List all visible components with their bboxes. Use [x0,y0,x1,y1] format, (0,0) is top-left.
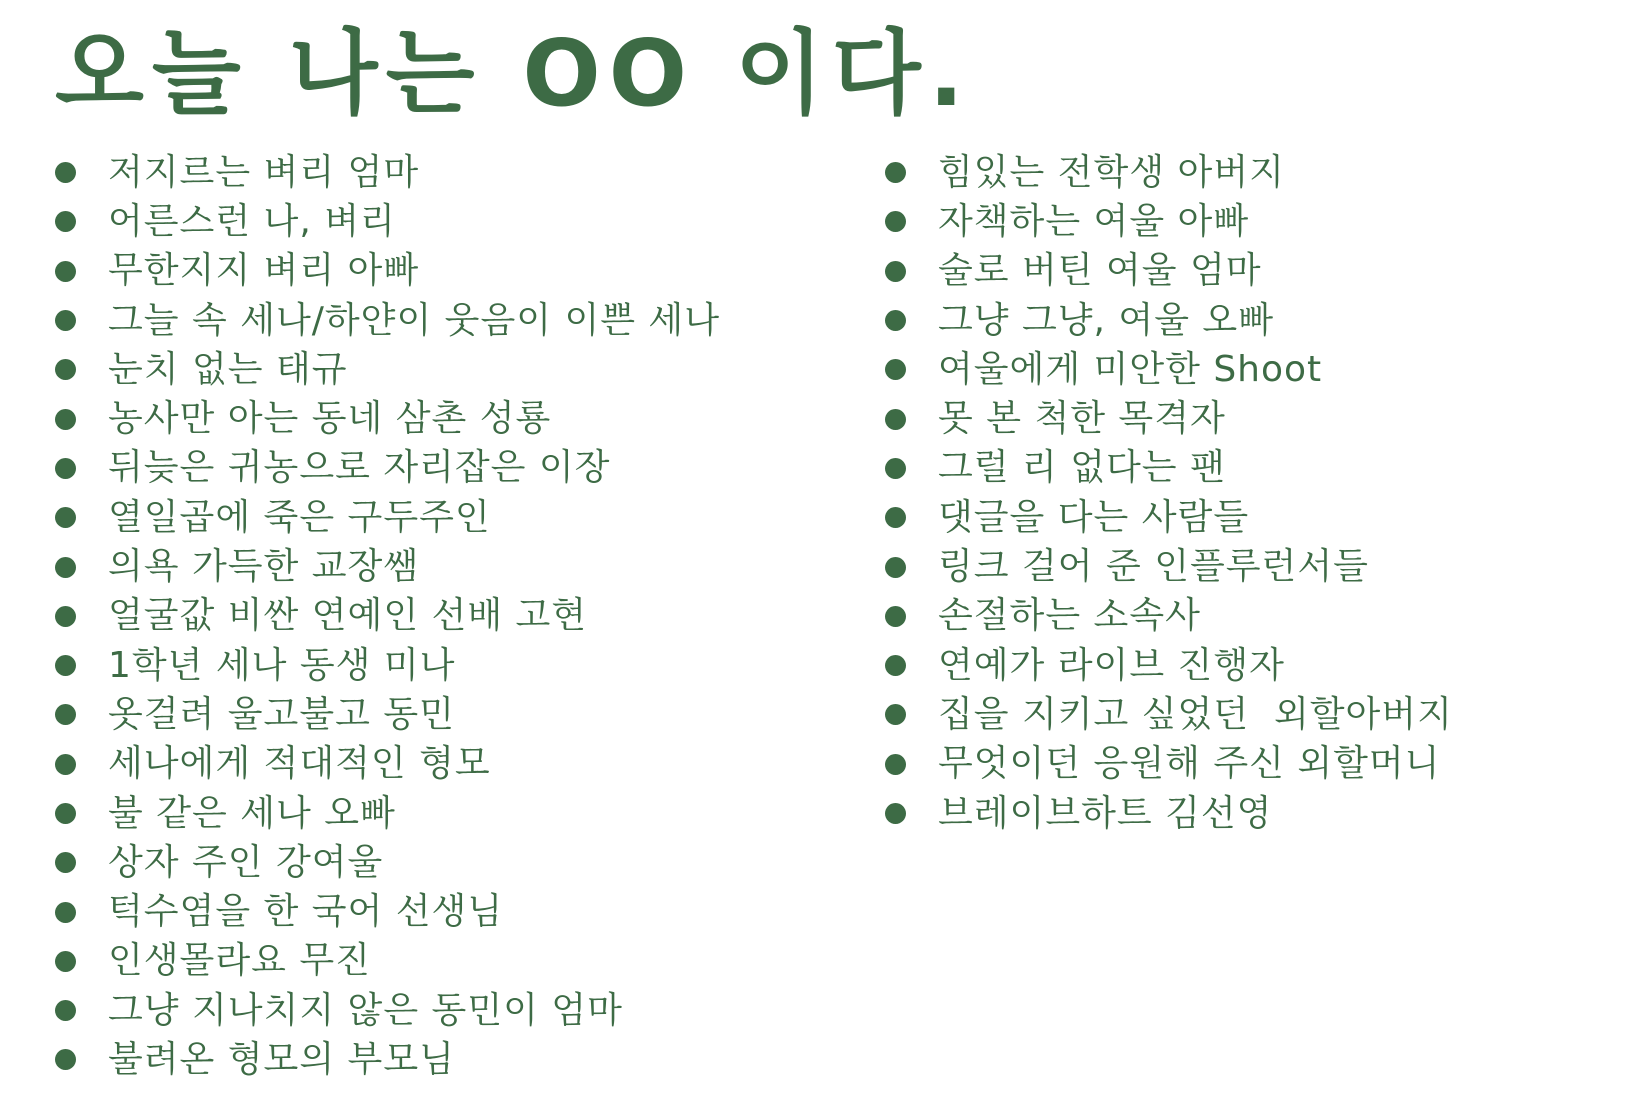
bullet-icon [885,458,906,479]
bullet-icon [55,754,76,775]
bullet-icon [885,310,906,331]
list-item [55,542,815,591]
left-list [55,148,815,1085]
list-item-label: 옷걸려 울고불고 동민 [108,693,455,735]
list-item [55,444,815,493]
bullet-icon [55,951,76,972]
right-list [885,148,1605,838]
list-item-label: 상자 주인 강여울 [108,841,384,883]
bullet-icon [885,557,906,578]
list-item [55,986,815,1035]
list-item [885,641,1605,690]
list-item [885,444,1605,493]
list-item [55,838,815,887]
bullet-icon [55,606,76,627]
list-item [885,345,1605,394]
bullet-icon [55,852,76,873]
list-item [55,740,815,789]
list-item-label: 링크 걸어 준 인플루런서들 [938,546,1369,588]
bullet-icon [885,409,906,430]
list-item [55,493,815,542]
bullet-icon [55,1000,76,1021]
list-item [885,740,1605,789]
list-item-label: 못 본 척한 목격자 [938,398,1226,440]
list-item [885,148,1605,197]
bullet-icon [55,655,76,676]
list-item-label: 손절하는 소속사 [938,595,1201,637]
list-item-label: 자책하는 여울 아빠 [938,200,1250,242]
list-item-label: 집을 지키고 싶었던 외할아버지 [938,693,1453,735]
list-item [885,592,1605,641]
list-item [885,197,1605,246]
list-item [55,592,815,641]
list-item-label: 농사만 아는 동네 삼촌 성룡 [108,398,552,440]
list-item [885,789,1605,838]
list-item [55,937,815,986]
bullet-icon [885,803,906,824]
list-item-label: 무한지지 벼리 아빠 [108,250,420,292]
list-item [55,641,815,690]
list-item-label: 뒤늦은 귀농으로 자리잡은 이장 [108,447,611,489]
bullet-icon [885,606,906,627]
bullet-icon [55,409,76,430]
list-item-label: 불 같은 세나 오빠 [108,792,396,834]
list-item-label: 술로 버틴 여울 엄마 [938,250,1262,292]
list-item-label: 세나에게 적대적인 형모 [108,743,491,785]
bullet-icon [885,704,906,725]
bullet-icon [55,458,76,479]
list-item [55,789,815,838]
list-item [55,394,815,443]
list-item [55,247,815,296]
list-item-label: 1학년 세나 동생 미나 [108,644,456,686]
list-item-label: 연예가 라이브 진행자 [938,644,1285,686]
bullet-icon [55,310,76,331]
bullet-icon [55,902,76,923]
list-item-label: 브레이브하트 김선영 [938,792,1273,834]
list-item-label: 턱수염을 한 국어 선생님 [108,891,504,933]
bullet-icon [55,507,76,528]
list-item [55,1035,815,1084]
list-item [885,690,1605,739]
bullet-icon [885,359,906,380]
bullet-icon [885,655,906,676]
bullet-icon [55,211,76,232]
list-item [55,345,815,394]
list-item-label: 열일곱에 죽은 구두주인 [108,496,491,538]
bullet-icon [55,803,76,824]
list-item [885,542,1605,591]
list-item [55,887,815,936]
list-item-label: 불려온 형모의 부모님 [108,1038,455,1080]
list-item [55,296,815,345]
bullet-icon [55,704,76,725]
list-item [885,296,1605,345]
bullet-icon [55,1049,76,1070]
list-item-label: 그럴 리 없다는 팬 [938,447,1226,489]
list-item [55,197,815,246]
list-item-label: 힘있는 전학생 아버지 [938,151,1285,193]
bullet-icon [885,211,906,232]
bullet-icon [55,162,76,183]
bullet-icon [885,507,906,528]
list-item-label: 눈치 없는 태규 [108,348,348,390]
list-item-label: 저지르는 벼리 엄마 [108,151,420,193]
list-item-label: 그냥 지나치지 않은 동민이 엄마 [108,989,623,1031]
list-item-label: 댓글을 다는 사람들 [938,496,1250,538]
list-item-label: 어른스런 나, 벼리 [108,200,396,242]
bullet-icon [885,754,906,775]
list-item-label: 의욕 가득한 교장쌤 [108,546,420,588]
list-item [885,394,1605,443]
bullet-icon [885,162,906,183]
list-item [55,148,815,197]
list-item-label: 그늘 속 세나/하얀이 웃음이 이쁜 세나 [108,299,720,341]
list-item-label: 여울에게 미안한 Shoot [938,348,1323,390]
list-item [55,690,815,739]
list-item-label: 얼굴값 비싼 연예인 선배 고현 [108,595,588,637]
list-item-label: 무엇이던 응원해 주신 외할머니 [938,743,1441,785]
page-title: 오늘 나는 OO 이다. [55,20,972,127]
bullet-icon [55,557,76,578]
list-item-label: 그냥 그냥, 여울 오빠 [938,299,1274,341]
list-item-label: 인생몰라요 무진 [108,940,371,982]
list-item [885,493,1605,542]
list-item [885,247,1605,296]
bullet-icon [55,261,76,282]
bullet-icon [55,359,76,380]
bullet-icon [885,261,906,282]
